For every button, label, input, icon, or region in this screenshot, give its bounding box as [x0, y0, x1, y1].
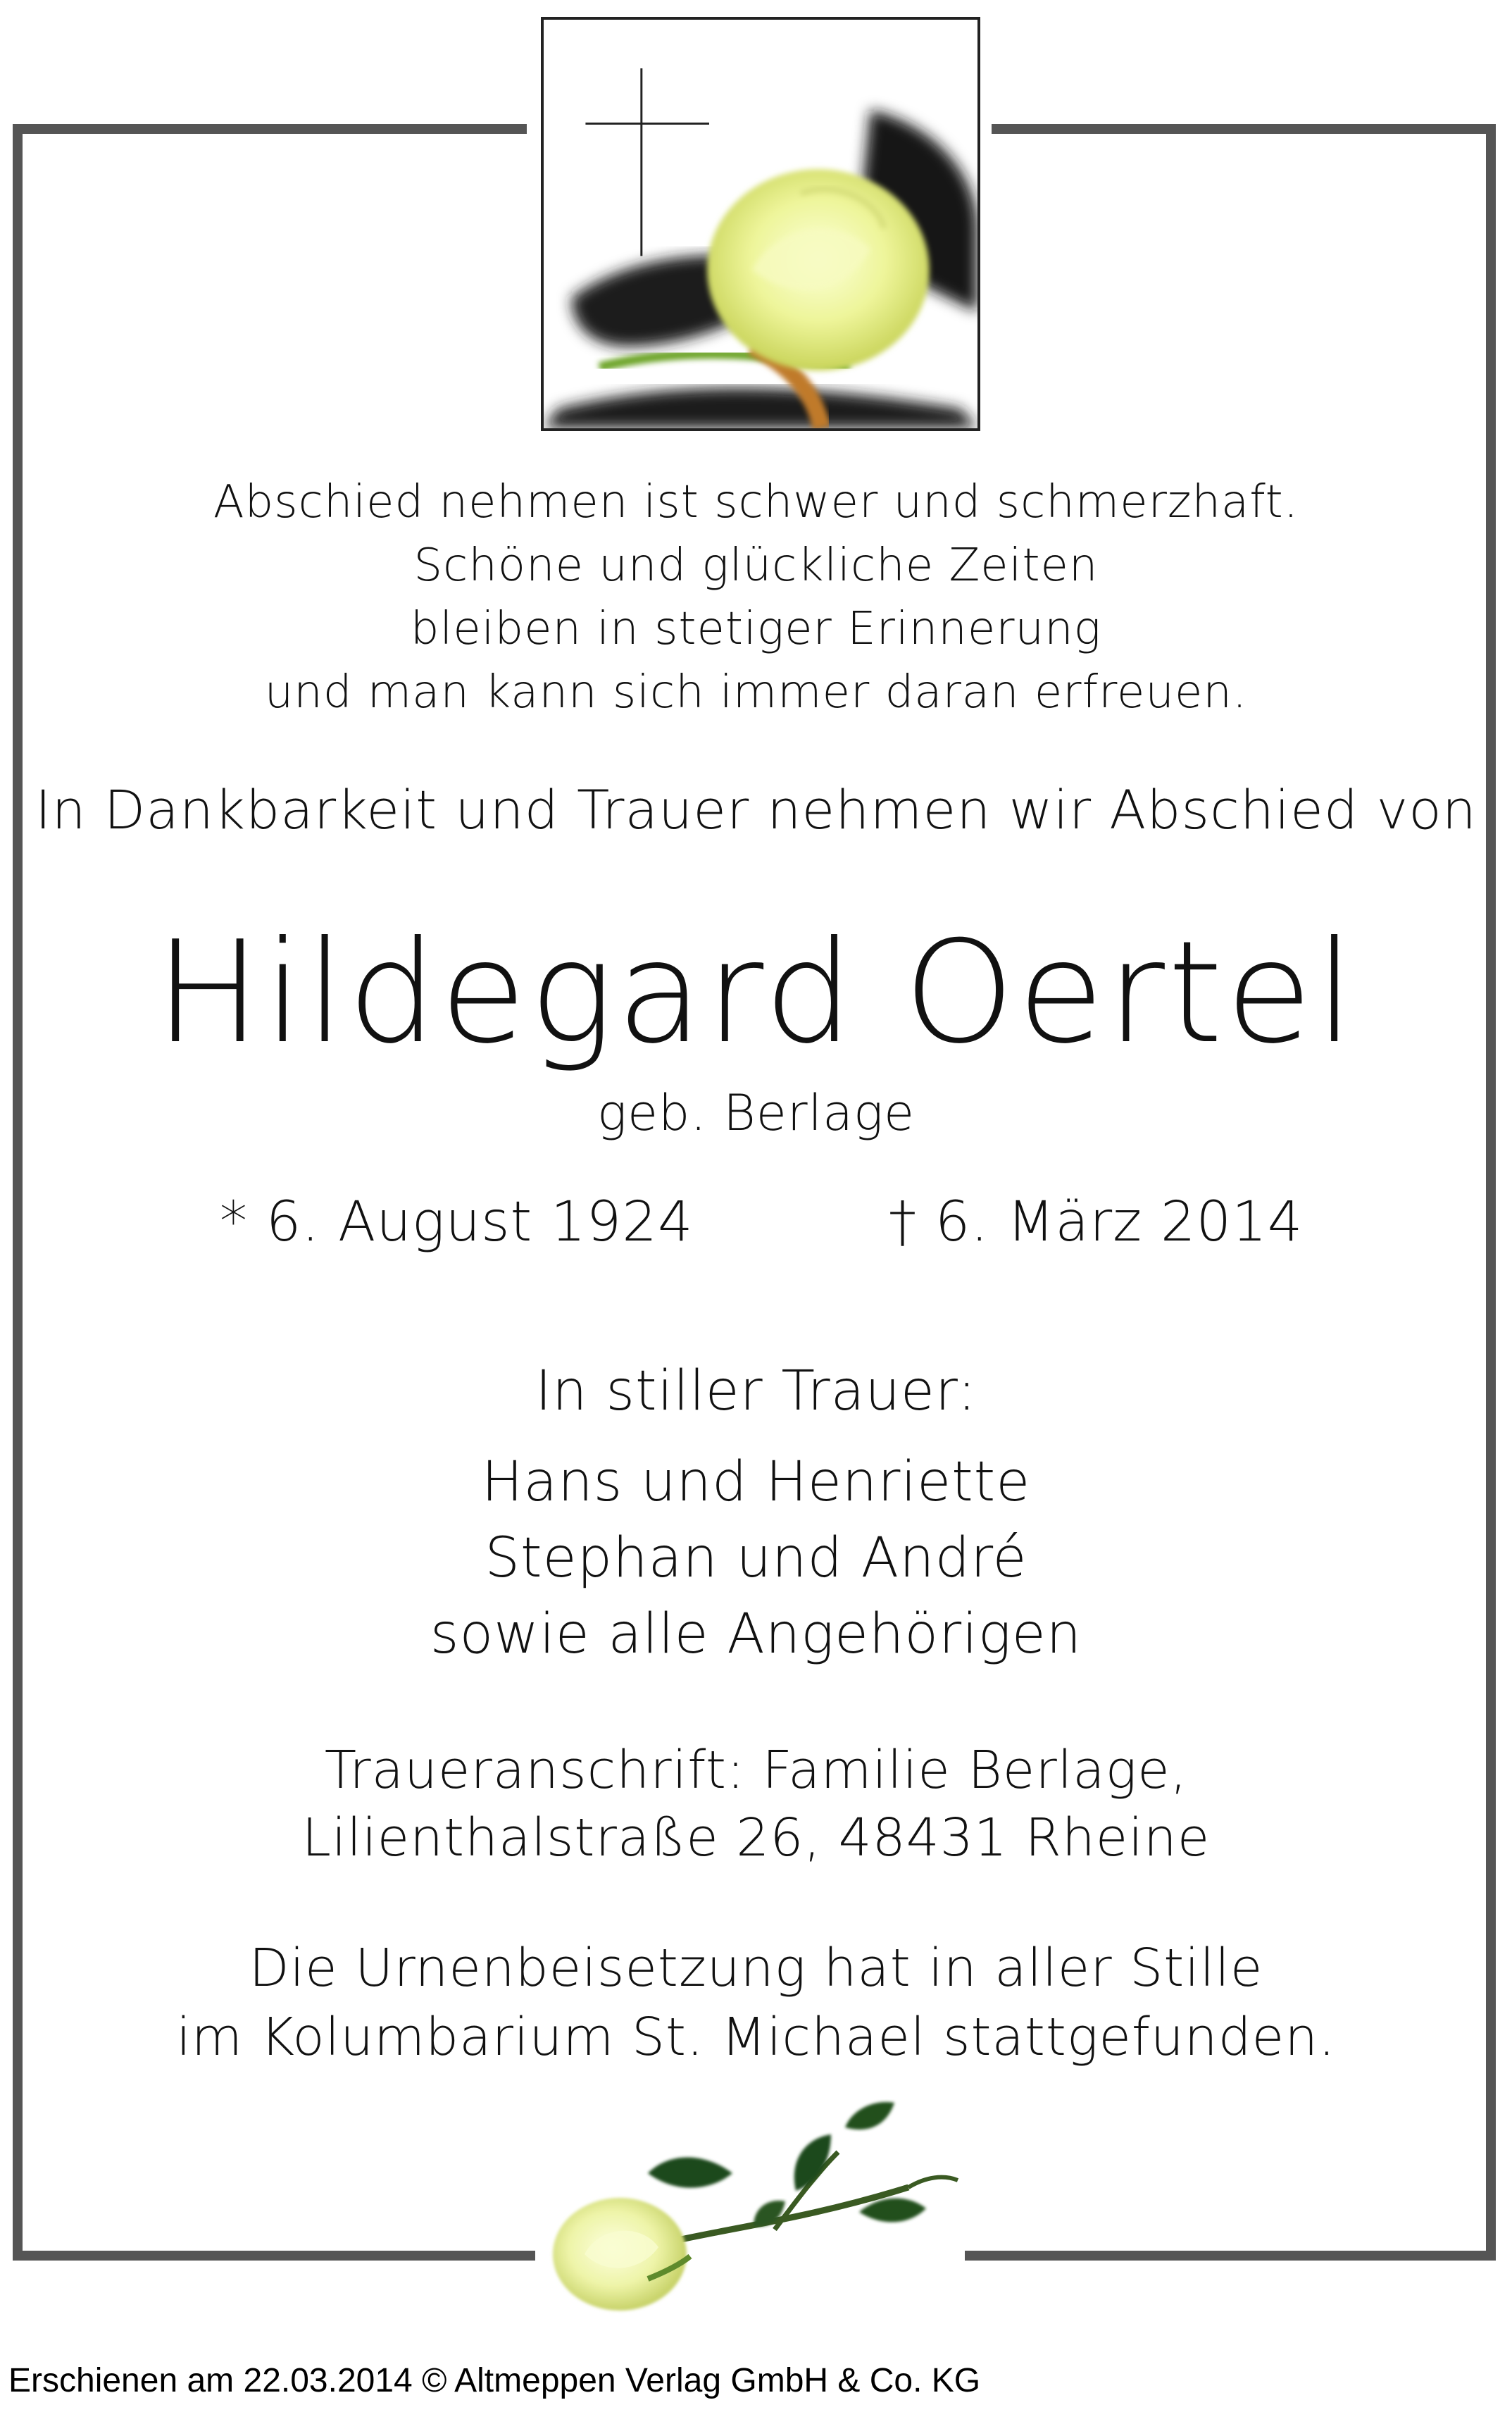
mourner-line: sowie alle Angehörigen: [430, 1603, 1082, 1666]
mourner-line: Stephan und André: [485, 1527, 1027, 1590]
burial-line: im Kolumbarium St. Michael stattgefunden.: [176, 2007, 1336, 2068]
poem-line: und man kann sich immer daran erfreuen.: [264, 666, 1248, 719]
poem-line: Schöne und glückliche Zeiten: [413, 540, 1099, 592]
address-line: Traueranschrift: Familie Berlage,: [324, 1740, 1188, 1801]
maiden-name: geb. Berlage: [596, 1084, 916, 1142]
poem: [0, 471, 1512, 724]
mourning-title: In stiller Trauer:: [535, 1360, 977, 1423]
death-date: † 6. März 2014: [889, 1191, 1304, 1254]
rose-image: [542, 2096, 965, 2328]
cross-and-yellow-rose-icon: [544, 20, 977, 428]
deceased-name: Hildegard Oertel: [154, 911, 1358, 1075]
address-line: Lilienthalstraße 26, 48431 Rheine: [301, 1808, 1211, 1868]
mourners-list: [0, 1444, 1512, 1672]
burial-notice: [0, 1934, 1512, 2072]
poem-line: Abschied nehmen ist schwer und schmerzhaft.: [213, 476, 1299, 528]
cross-rose-image: [541, 17, 980, 431]
poem-line: bleiben in stetiger Erinnerung: [410, 603, 1102, 655]
intro-text: In Dankbarkeit und Trauer nehmen wir Abschied von: [35, 778, 1477, 841]
mourner-line: Hans und Henriette: [481, 1450, 1031, 1514]
mourning-address: [0, 1736, 1512, 1872]
publication-footer: Erschienen am 22.03.2014 © Altmeppen Verlag GmbH & Co. KG: [8, 2362, 981, 2399]
birth-date: * 6. August 1924: [220, 1191, 694, 1254]
burial-line: Die Urnenbeisetzung hat in aller Stille: [249, 1938, 1263, 1998]
yellow-rose-icon: [542, 2096, 965, 2328]
